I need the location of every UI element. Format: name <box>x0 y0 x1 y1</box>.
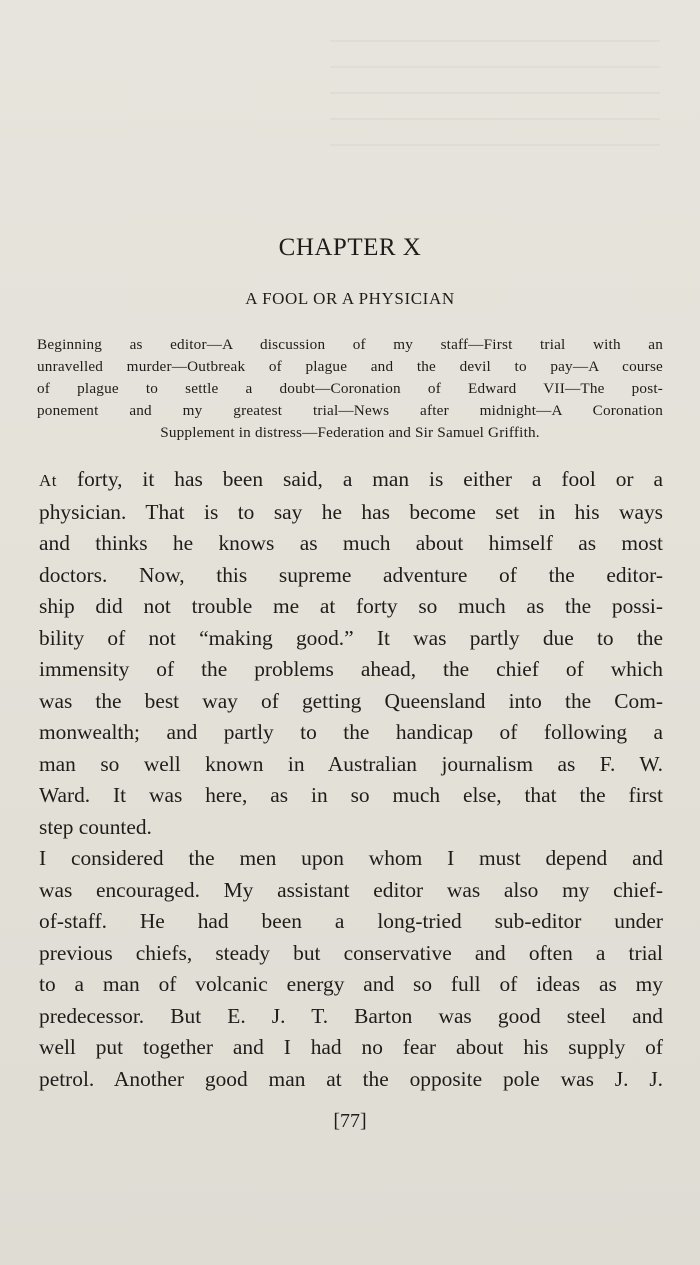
body-line: of-staff. He had been a long-tried sub-editor under <box>39 909 663 933</box>
body-line: ship did not trouble me at forty so much as the possi- <box>39 594 663 618</box>
chapter-synopsis <box>37 334 663 444</box>
synopsis-line: unravelled murder—Outbreak of plague and the devil to pay—A course <box>37 358 663 375</box>
synopsis-line: of plague to settle a doubt—Coronation of Edward VII—The post- <box>37 380 663 397</box>
body-line: well put together and I had no fear about his supply of <box>39 1035 663 1059</box>
chapter-title: CHAPTER X <box>278 234 422 261</box>
body-line <box>39 464 663 497</box>
body-line: man so well known in Australian journalism as F. W. <box>39 751 663 776</box>
body-line: I considered the men upon whom I must depend and <box>39 846 663 870</box>
body-line: previous chiefs, steady but conservative and often a trial <box>39 940 663 965</box>
body-line: monwealth; and partly to the handicap of following a <box>39 720 663 744</box>
body-line: physician. That is to say he has become set in his ways <box>39 499 663 524</box>
body-line: doctors. Now, this supreme adventure of the editor- <box>39 562 663 587</box>
synopsis-line: Supplement in distress—Federation and Sir Samuel Griffith. <box>160 424 540 441</box>
body-line: and thinks he knows as much about himself as most <box>39 531 663 555</box>
body-line: petrol. Another good man at the opposite pole was J. J. <box>39 1066 663 1091</box>
body-line: was the best way of getting Queensland into the Com- <box>39 688 663 713</box>
body-line: Ward. It was here, as in so much else, that the first <box>39 783 663 807</box>
synopsis-line: Beginning as editor—A discussion of my staff—First trial with an <box>37 336 663 353</box>
synopsis-line: ponement and my greatest trial—News after midnight—A Coronation <box>37 402 663 419</box>
body-text <box>39 464 663 1095</box>
body-line: bility of not “making good.” It was partly due to the <box>39 625 663 650</box>
body-line: step counted. <box>39 814 152 839</box>
chapter-subtitle: A FOOL OR A PHYSICIAN <box>245 289 455 308</box>
body-line: immensity of the problems ahead, the chief of which <box>39 657 663 681</box>
body-line: predecessor. But E. J. T. Barton was good steel and <box>39 1003 663 1028</box>
opening-line-rest: forty, it has been said, a man is either a fool or a <box>57 467 663 491</box>
show-through-text <box>330 40 660 170</box>
body-line: was encouraged. My assistant editor was also my chief- <box>39 877 663 902</box>
body-line: to a man of volcanic energy and so full of ideas as my <box>39 972 663 996</box>
page-number: [77] <box>333 1110 367 1132</box>
opening-small-caps: At <box>39 471 57 490</box>
